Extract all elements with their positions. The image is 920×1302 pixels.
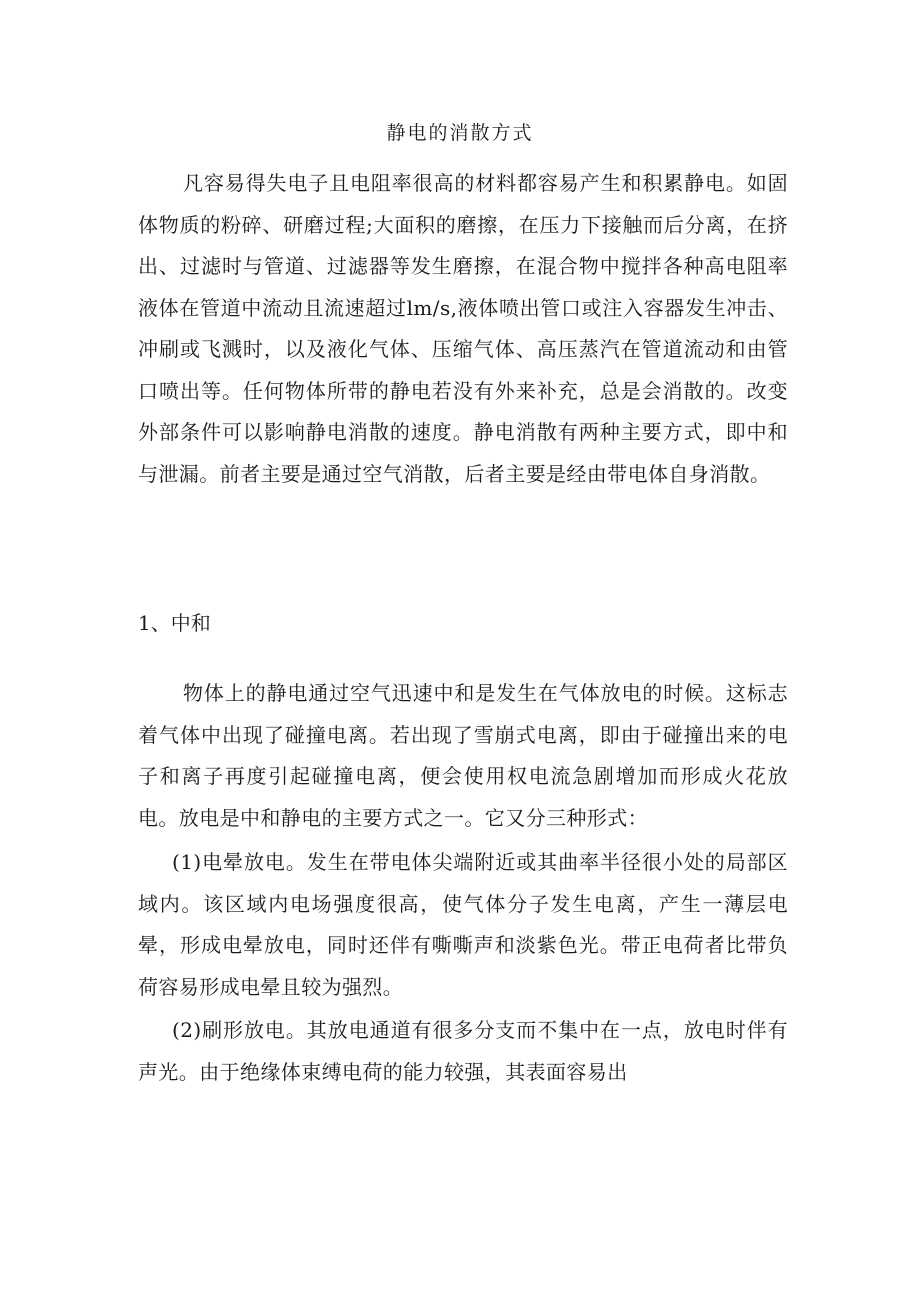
list-item-corona-discharge: (1)电晕放电。发生在带电体尖端附近或其曲率半径很小处的局部区域内。该区域内电场强度很高，使气体分子发生电离，产生一薄层电晕，形成电晕放电，同时还伴有嘶嘶声和淡紫色光。带正电荷者比带负荷容易形成电晕且较为强烈。 bbox=[138, 850, 788, 999]
section-paragraph: 物体上的静电通过空气迅速中和是发生在气体放电的时候。这标志着气体中出现了碰撞电离。若出现了雪崩式电离，即由于碰撞出来的电子和离子再度引起碰撞电离，便会使用权电流急剧增加而形成火花放电。放电是中和静电的主要方式之一。它又分三种形式： bbox=[138, 681, 788, 830]
document-title: 静电的消散方式 bbox=[386, 122, 534, 144]
intro-paragraph: 凡容易得失电子且电阻率很高的材料都容易产生和积累静电。如固体物质的粉碎、研磨过程;大面积的磨擦，在压力下接触而后分离，在挤出、过滤时与管道、过滤器等发生磨擦，在混合物中搅拌各种高电阻率液体在管道中流动且流速超过lm/s,液体喷出管口或注入容器发生冲击、冲刷或飞溅时，以及液化气体、压缩气体、高压蒸汽在管道流动和由管口喷出等。任何物体所带的静电若没有外来补充，总是会消散的。改变外部条件可以影响静电消散的速度。静电消散有两种主要方式，即中和与泄漏。前者主要是通过空气消散，后者主要是经由带电体自身消散。 bbox=[138, 171, 788, 486]
list-item-brush-discharge: (2)刷形放电。其放电通道有很多分支而不集中在一点，放电时伴有声光。由于绝缘体束缚电荷的能力较强，其表面容易出 bbox=[138, 1018, 788, 1084]
section-heading: 1、中和 bbox=[138, 611, 211, 635]
